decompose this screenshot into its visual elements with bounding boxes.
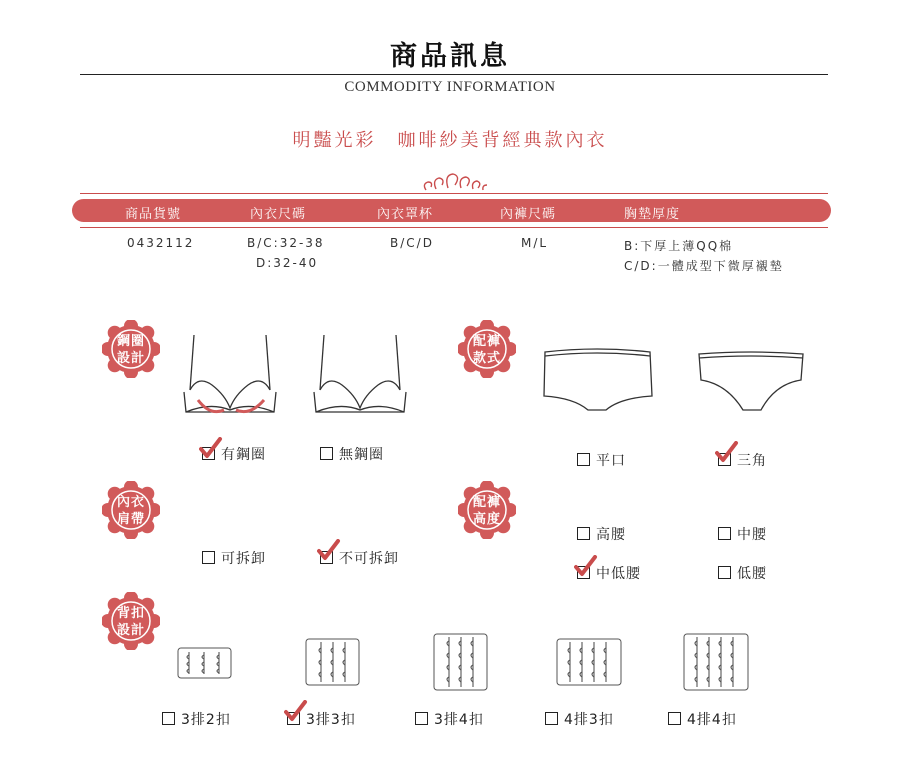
hook-3x4-illustration <box>433 633 488 691</box>
checkbox[interactable] <box>577 527 590 540</box>
brief-panty-illustration <box>695 350 807 416</box>
col-item-no: 商品貨號 <box>125 207 182 222</box>
checkmark-icon <box>715 441 739 463</box>
col-bra-size: 內衣尺碼 <box>250 207 307 222</box>
checkbox[interactable] <box>202 551 215 564</box>
value-item-no: 0432112 <box>127 236 195 250</box>
option-brief[interactable]: 三角 <box>718 450 767 470</box>
option-high-waist[interactable]: 高腰 <box>577 524 626 544</box>
badge-strap: 內衣 肩帶 <box>102 481 160 539</box>
option-4row-4hook[interactable]: 4排4扣 <box>668 709 737 729</box>
value-bra-size-2: D:32-40 <box>256 256 319 270</box>
checkbox[interactable] <box>718 566 731 579</box>
header-line-top <box>80 193 828 194</box>
checkbox[interactable] <box>577 453 590 466</box>
value-cup: B/C/D <box>390 236 434 250</box>
underwire-bra-illustration <box>180 330 280 420</box>
checkbox[interactable] <box>415 712 428 725</box>
option-detachable[interactable]: 可拆卸 <box>202 548 266 568</box>
hook-3x2-illustration <box>177 647 232 679</box>
checkmark-icon <box>317 539 341 561</box>
page-subtitle: COMMODITY INFORMATION <box>344 79 556 95</box>
spec-header-bar <box>72 199 831 222</box>
option-no-underwire[interactable]: 無鋼圈 <box>320 444 384 464</box>
option-3row-4hook[interactable]: 3排4扣 <box>415 709 484 729</box>
badge-panty-style: 配褲 款式 <box>458 320 516 378</box>
value-pad-1: B:下厚上薄QQ棉 <box>624 239 734 253</box>
page-title: 商品訊息 <box>390 41 510 72</box>
hook-4x3-illustration <box>556 638 622 686</box>
option-3row-2hook[interactable]: 3排2扣 <box>162 709 231 729</box>
product-name: 明豔光彩 咖啡紗美背經典款內衣 <box>292 130 608 151</box>
checkmark-icon <box>199 437 223 459</box>
wirefree-bra-illustration <box>310 330 410 420</box>
option-4row-3hook[interactable]: 4排3扣 <box>545 709 614 729</box>
option-low-waist[interactable]: 低腰 <box>718 563 767 583</box>
title-divider <box>80 74 828 75</box>
value-bra-size-1: B/C:32-38 <box>247 236 325 250</box>
value-pad-2: C/D:一體成型下微厚襯墊 <box>624 259 784 273</box>
checkbox[interactable] <box>320 447 333 460</box>
checkbox[interactable] <box>162 712 175 725</box>
checkbox[interactable] <box>545 712 558 725</box>
hook-4x4-illustration <box>683 633 749 691</box>
badge-panty-height: 配褲 高度 <box>458 481 516 539</box>
option-mid-low-waist[interactable]: 中低腰 <box>577 563 641 583</box>
option-3row-3hook[interactable]: 3排3扣 <box>287 709 356 729</box>
option-mid-waist[interactable]: 中腰 <box>718 524 767 544</box>
checkbox[interactable] <box>668 712 681 725</box>
header-line-bottom <box>80 227 828 228</box>
option-non-detachable[interactable]: 不可拆卸 <box>320 548 399 568</box>
col-panty-size: 內褲尺碼 <box>500 207 557 222</box>
col-cup: 內衣罩杯 <box>377 207 434 222</box>
col-pad: 胸墊厚度 <box>624 207 681 222</box>
checkbox[interactable] <box>718 527 731 540</box>
checkmark-icon <box>284 700 308 722</box>
value-panty-size: M/L <box>521 236 549 250</box>
boyshort-panty-illustration <box>540 348 655 418</box>
badge-hook: 背扣 設計 <box>102 592 160 650</box>
option-boyshort[interactable]: 平口 <box>577 450 626 470</box>
hook-3x3-illustration <box>305 638 360 686</box>
option-underwire[interactable]: 有鋼圈 <box>202 444 266 464</box>
badge-underwire: 鋼圈 設計 <box>102 320 160 378</box>
checkmark-icon <box>574 555 598 577</box>
